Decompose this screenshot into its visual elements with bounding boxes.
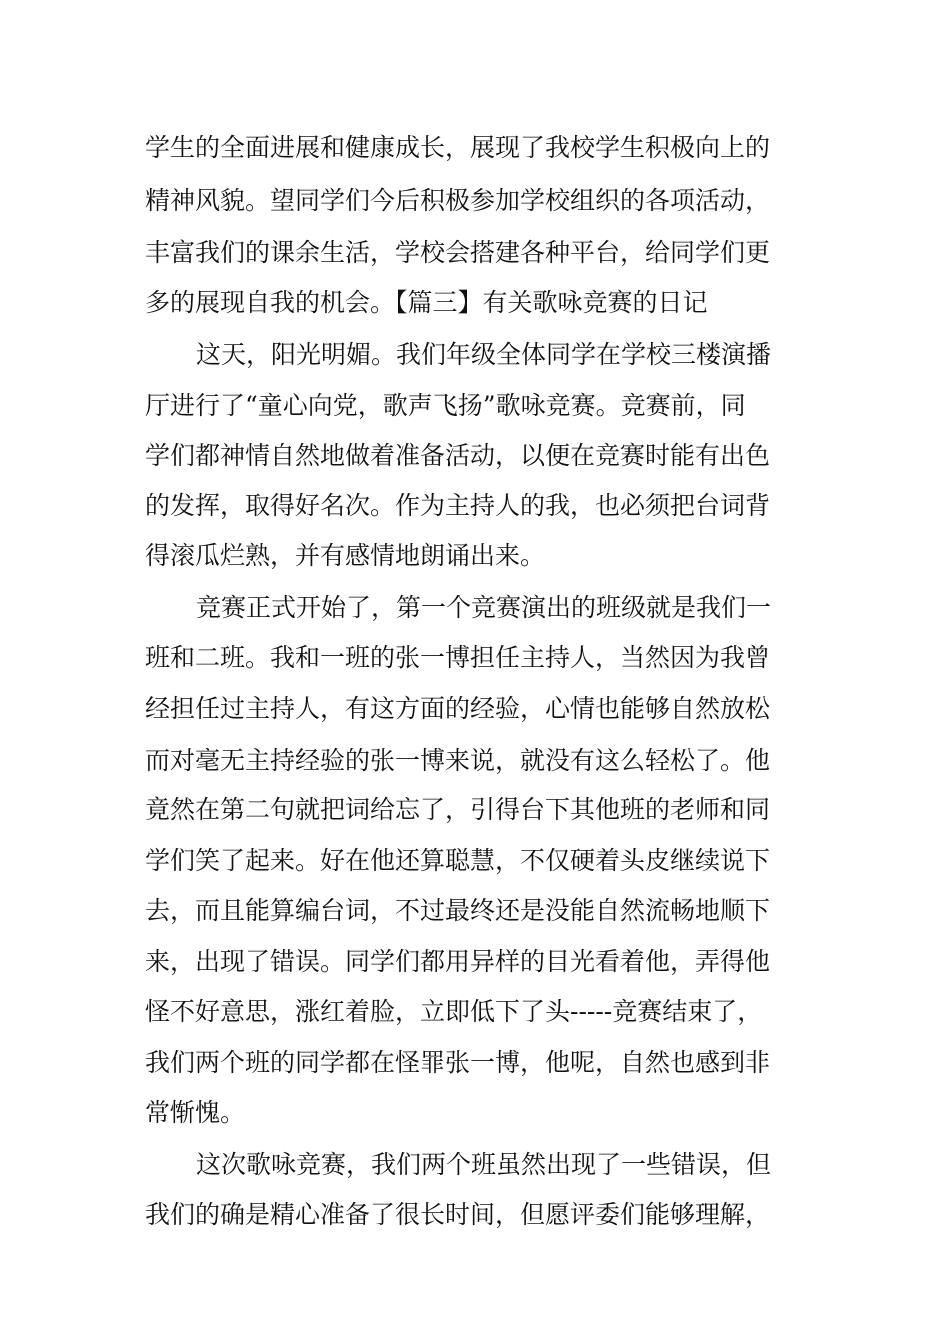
text-line: 丰富我们的课余生活，学校会搭建各种平台，给同学们更 — [145, 238, 771, 267]
text-line: 而对毫无主持经验的张一博来说，就没有这么轻松了。他 — [145, 746, 771, 775]
text-line: 我们两个班的同学都在怪罪张一博，他呢，自然也感到非 — [145, 1048, 771, 1077]
paragraph-first-line: 竞赛正式开始了，第一个竞赛演出的班级就是我们一 — [196, 593, 772, 622]
text-line: 的发挥，取得好名次。作为主持人的我，也必须把台词背 — [145, 491, 771, 520]
text-line: 竟然在第二句就把词给忘了，引得台下其他班的老师和同 — [145, 795, 771, 824]
text-line: 经担任过主持人，有这方面的经验，心情也能够自然放松 — [145, 694, 771, 723]
text-line: 学们笑了起来。好在他还算聪慧，不仅硬着头皮继续说下 — [145, 846, 771, 875]
text-line: 班和二班。我和一班的张一博担任主持人，当然因为我曾 — [145, 643, 771, 672]
text-line: 去，而且能算编台词，不过最终还是没能自然流畅地顺下 — [145, 896, 771, 925]
text-line: 我们的确是精心准备了很长时间，但愿评委们能够理解， — [145, 1200, 771, 1229]
text-line: 多的展现自我的机会。【篇三】有关歌咏竞赛的日记 — [145, 288, 708, 317]
paragraph-first-line: 这次歌咏竞赛，我们两个班虽然出现了一些错误，但 — [196, 1150, 772, 1179]
text-line: 厅进行了“童心向党，歌声飞扬”歌咏竞赛。竞赛前，同 — [145, 391, 746, 420]
text-line: 学们都神情自然地做着准备活动，以便在竞赛时能有出色 — [145, 441, 771, 470]
text-line: 怪不好意思，涨红着脸，立即低下了头-----竞赛结束了， — [145, 997, 763, 1026]
text-line: 来，出现了错误。同学们都用异样的目光看着他，弄得他 — [145, 947, 771, 976]
text-line: 精神风貌。望同学们今后积极参加学校组织的各项活动， — [145, 186, 771, 215]
text-line: 学生的全面进展和健康成长，展现了我校学生积极向上的 — [145, 133, 771, 162]
text-line: 得滚瓜烂熟，并有感情地朗诵出来。 — [145, 541, 546, 570]
text-line: 常惭愧。 — [145, 1098, 246, 1127]
paragraph-first-line: 这天，阳光明媚。我们年级全体同学在学校三楼演播 — [196, 340, 772, 369]
